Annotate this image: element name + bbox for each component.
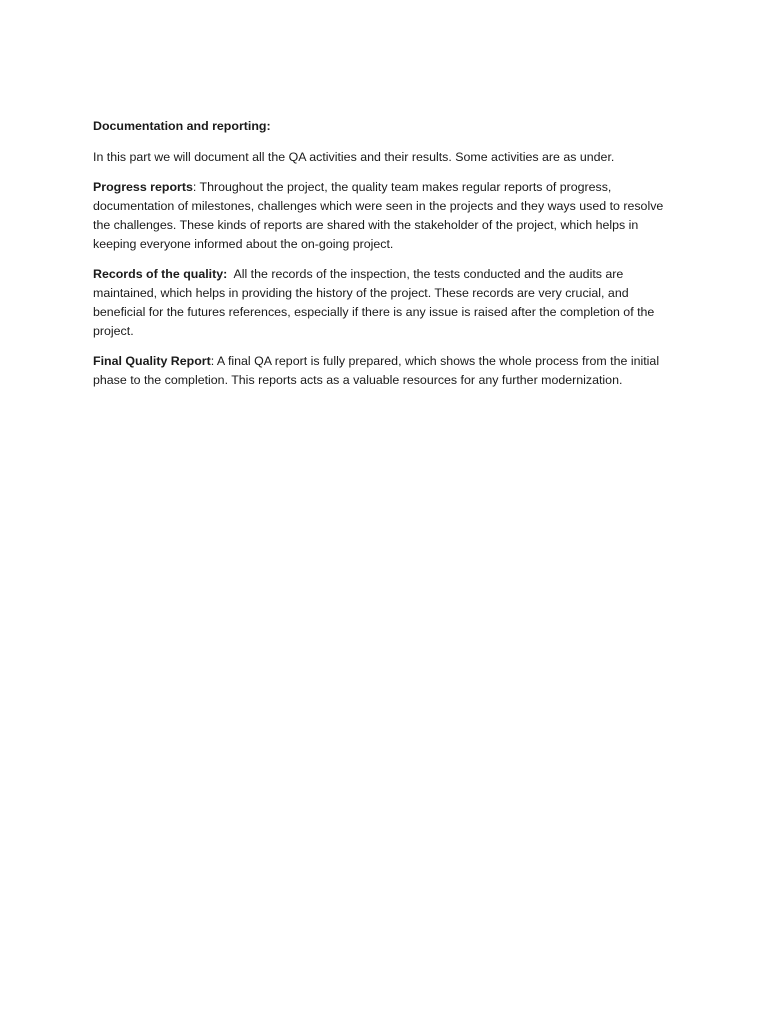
quality-records-paragraph [93,265,673,341]
progress-reports-term: Progress reports [93,180,193,194]
document-body [93,117,673,401]
final-report-term: Final Quality Report [93,354,211,368]
final-report-text: : A final QA report is fully prepared, which shows the whole process from the initial phase to the completion. This reports acts as a valuable resources for any further modernization. [93,354,660,387]
progress-reports-paragraph [93,178,673,254]
progress-reports-text: : Throughout the project, the quality team makes regular reports of progress, documentation of milestones, challenges which were seen in the projects and they ways used to resolve the challenges. These kinds of reports are shared with the stakeholder of the project, which helps in keeping everyone informed about the on-going project. [93,180,664,251]
intro-paragraph: In this part we will document all the QA activities and their results. Some activities are as under. [93,150,615,164]
final-report-paragraph [93,352,673,390]
quality-records-term: Records of the quality: [93,267,228,281]
section-heading: Documentation and reporting: [93,119,271,133]
quality-records-text: All the records of the inspection, the tests conducted and the audits are maintained, which helps in providing the history of the project. These records are very crucial, and beneficial for the futures references, especially if there is any issue is raised after the completion of the project. [93,267,658,338]
